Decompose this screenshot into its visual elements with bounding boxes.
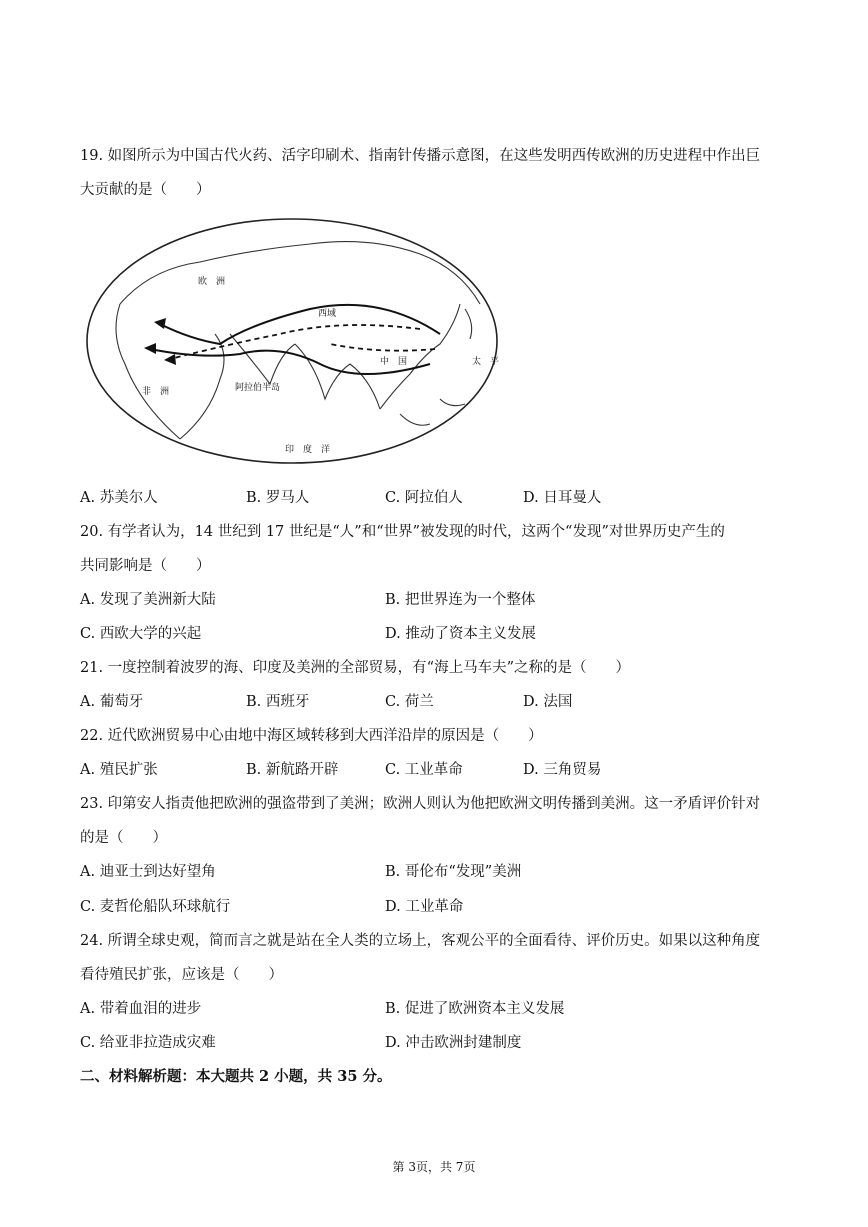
page-footer: 第 3页，共 7页 bbox=[392, 1160, 476, 1174]
q21-option-a: A. 葡萄牙 bbox=[80, 694, 144, 710]
q22-stem-line1: 22. 近代欧洲贸易中心由地中海区域转移到大西洋沿岸的原因是（ ） bbox=[80, 728, 543, 744]
q20-option-a: A. 发现了美洲新大陆 bbox=[80, 592, 216, 608]
q20-option-c: C. 西欧大学的兴起 bbox=[80, 626, 202, 642]
label-china: 中 国 bbox=[380, 357, 408, 367]
q23-stem-line2: 的是（ ） bbox=[80, 830, 167, 846]
q24-stem-line1: 24. 所谓全球史观，简而言之就是站在全人类的立场上，客观公平的全面看待、评价历史。如果以这种角度 bbox=[80, 933, 761, 949]
section-heading: 二、材料解析题：本大题共 2 小题，共 35 分。 bbox=[80, 1068, 392, 1085]
label-indian-ocean: 印 度 洋 bbox=[285, 445, 331, 455]
q20-option-d: D. 推动了资本主义发展 bbox=[385, 626, 536, 642]
q23-option-c: C. 麦哲伦船队环球航行 bbox=[80, 899, 231, 915]
q20-stem-line2: 共同影响是（ ） bbox=[80, 558, 211, 574]
q19-option-d: D. 日耳曼人 bbox=[523, 490, 602, 506]
label-africa: 非 洲 bbox=[142, 387, 170, 397]
q21-option-c: C. 荷兰 bbox=[385, 694, 434, 710]
q19-stem-line2: 大贡献的是（ ） bbox=[80, 182, 211, 198]
q20-stem-line1: 20. 有学者认为，14 世纪到 17 世纪是“人”和“世界”被发现的时代，这两个“发现”对世界历史产生的 bbox=[80, 524, 725, 540]
q19-option-b: B. 罗马人 bbox=[246, 490, 310, 506]
q22-option-a: A. 殖民扩张 bbox=[80, 762, 158, 778]
label-xiyu: 西域 bbox=[318, 309, 337, 319]
q19-stem-line1: 19. 如图所示为中国古代火药、活字印刷术、指南针传播示意图，在这些发明西传欧洲的历史进程中作出巨 bbox=[80, 148, 761, 164]
q21-option-d: D. 法国 bbox=[523, 694, 573, 710]
q24-option-b: B. 促进了欧洲资本主义发展 bbox=[385, 1001, 565, 1017]
label-europe: 欧 洲 bbox=[198, 277, 226, 287]
q23-option-b: B. 哥伦布“发现”美洲 bbox=[385, 864, 522, 880]
q20-option-b: B. 把世界连为一个整体 bbox=[385, 592, 536, 608]
q24-option-d: D. 冲击欧洲封建制度 bbox=[385, 1035, 522, 1051]
q23-option-a: A. 迪亚士到达好望角 bbox=[80, 864, 216, 880]
q22-option-c: C. 工业革命 bbox=[385, 762, 463, 778]
q24-option-c: C. 给亚非拉造成灾难 bbox=[80, 1035, 216, 1051]
q22-option-d: D. 三角贸易 bbox=[523, 762, 602, 778]
q22-option-b: B. 新航路开辟 bbox=[246, 762, 339, 778]
q24-stem-line2: 看待殖民扩张，应该是（ ） bbox=[80, 967, 283, 983]
q21-stem-line1: 21. 一度控制着波罗的海、印度及美洲的全部贸易，有“海上马车夫”之称的是（ ） bbox=[80, 660, 630, 676]
label-arabia: 阿拉伯半岛 bbox=[235, 383, 281, 393]
q24-option-a: A. 带着血泪的进步 bbox=[80, 1001, 202, 1017]
label-pacific: 太 平 bbox=[472, 357, 500, 367]
q19-option-a: A. 苏美尔人 bbox=[80, 490, 158, 506]
q23-option-d: D. 工业革命 bbox=[385, 899, 464, 915]
invention-spread-map bbox=[80, 214, 500, 468]
q21-option-b: B. 西班牙 bbox=[246, 694, 310, 710]
q23-stem-line1: 23. 印第安人指责他把欧洲的强盗带到了美洲；欧洲人则认为他把欧洲文明传播到美洲。这一矛盾评价针对 bbox=[80, 796, 761, 812]
map-frame bbox=[87, 219, 500, 463]
q19-option-c: C. 阿拉伯人 bbox=[385, 490, 463, 506]
